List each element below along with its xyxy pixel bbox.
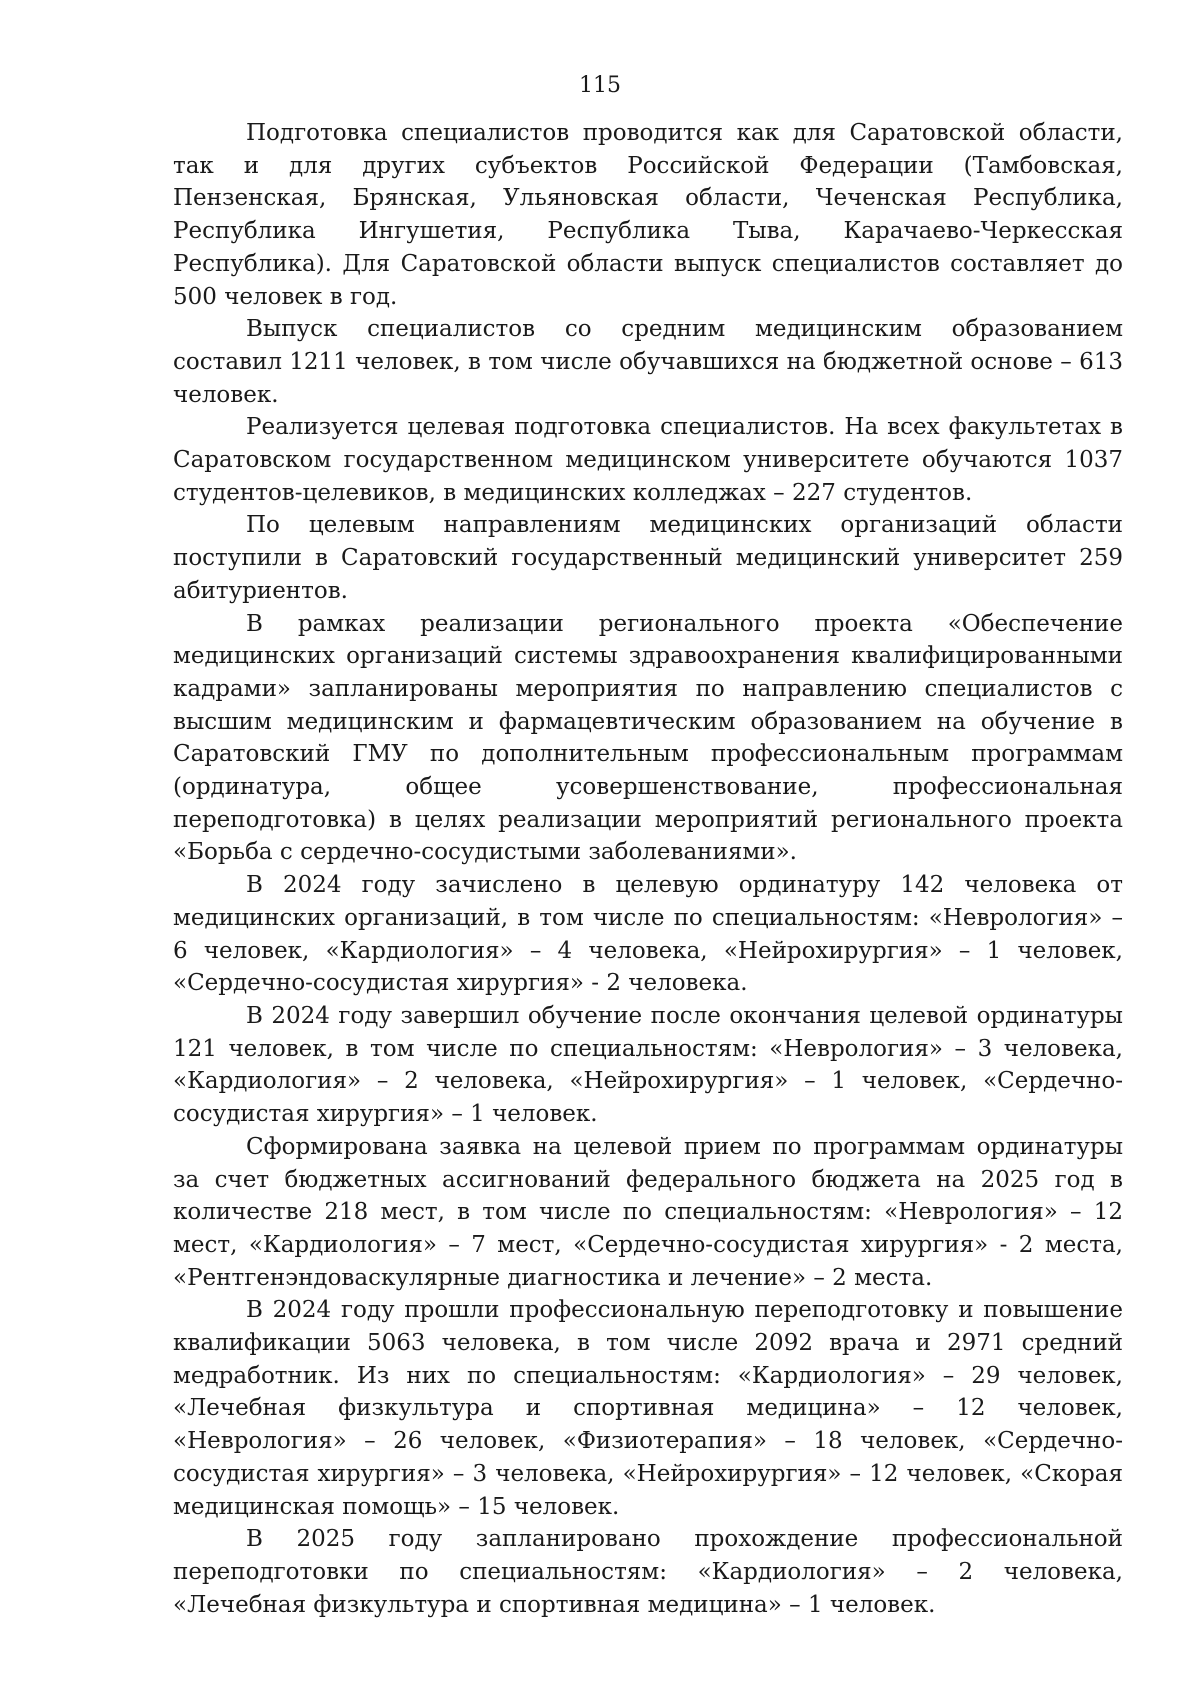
paragraph-residency-application-2025: Сформирована заявка на целевой прием по программам ординатуры за счет бюджетных ассигнований федерального бюджета на 2025 год в количестве 218 мест, в том числе по специальностям: «Неврология» – 12 мест, «Кардиология» – 7 мест, «Сердечно-сосудистая хирургия» - 2 места, «Рентгенэндоваскулярные диагностика и лечение» – 2 места. [173, 1133, 1123, 1291]
paragraph-regional-project: В рамках реализации регионального проекта «Обеспечение медицинских организаций системы здравоохранения квалифицированными кадрами» запланированы мероприятия по направлению специалистов с высшим медицинским и фармацевтическим образованием на обучение в Саратовский ГМУ по дополнительным профессиональным программам (ординатура, общее усовершенствование, профессиональная переподготовка) в целях реализации мероприятий регионального проекта «Борьба с сердечно-сосудистыми заболеваниями». [173, 610, 1123, 866]
paragraph-retraining-2024: В 2024 году прошли профессиональную переподготовку и повышение квалификации 5063 человека, в том числе 2092 врача и 2971 средний медработник. Из них по специальностям: «Кардиология» – 29 человек, «Лечебная физкультура и спортивная медицина» – 12 человек, «Неврология» – 26 человек, «Физиотерапия» – 18 человек, «Сердечно-сосудистая хирургия» – 3 человека, «Нейрохирургия» – 12 человек, «Скорая медицинская помощь» – 15 человек. [173, 1297, 1123, 1520]
paragraph-targeted-training: Реализуется целевая подготовка специалистов. На всех факультетах в Саратовском государственном медицинском университете обучаются 1037 студентов-целевиков, в медицинских колледжах – 227 студентов. [173, 414, 1123, 506]
paragraph-targeted-admission: По целевым направлениям медицинских организаций области поступили в Саратовский государственный медицинский университет 259 абитуриентов. [173, 512, 1123, 604]
paragraph-secondary-graduates: Выпуск специалистов со средним медицинским образованием составил 1211 человек, в том числе обучавшихся на бюджетной основе – 613 человек. [173, 316, 1123, 408]
paragraph-training-regions: Подготовка специалистов проводится как для Саратовской области, так и для других субъектов Российской Федерации (Тамбовская, Пензенская, Брянская, Ульяновская области, Чеченская Республика, Республика Ингушетия, Республика Тыва, Карачаево-Черкесская Республика). Для Саратовской области выпуск специалистов составляет до 500 человек в год. [173, 120, 1123, 310]
page-number: 115 [579, 73, 621, 98]
paragraph-retraining-plan-2025: В 2025 году запланировано прохождение профессиональной переподготовки по специальностям: «Кардиология» – 2 человека, «Лечебная физкультура и спортивная медицина» – 1 человек. [173, 1526, 1123, 1618]
body-text [173, 117, 1123, 1621]
paragraph-residency-completed-2024: В 2024 году завершил обучение после окончания целевой ординатуры 121 человек, в том числе по специальностям: «Неврология» – 3 человека, «Кардиология» – 2 человека, «Нейрохирургия» – 1 человек, «Сердечно-сосудистая хирургия» – 1 человек. [173, 1002, 1123, 1128]
paragraph-residency-enrolled-2024: В 2024 году зачислено в целевую ординатуру 142 человека от медицинских организаций, в том числе по специальностям: «Неврология» – 6 человек, «Кардиология» – 4 человека, «Нейрохирургия» – 1 человек, «Сердечно-сосудистая хирургия» - 2 человека. [173, 872, 1123, 997]
